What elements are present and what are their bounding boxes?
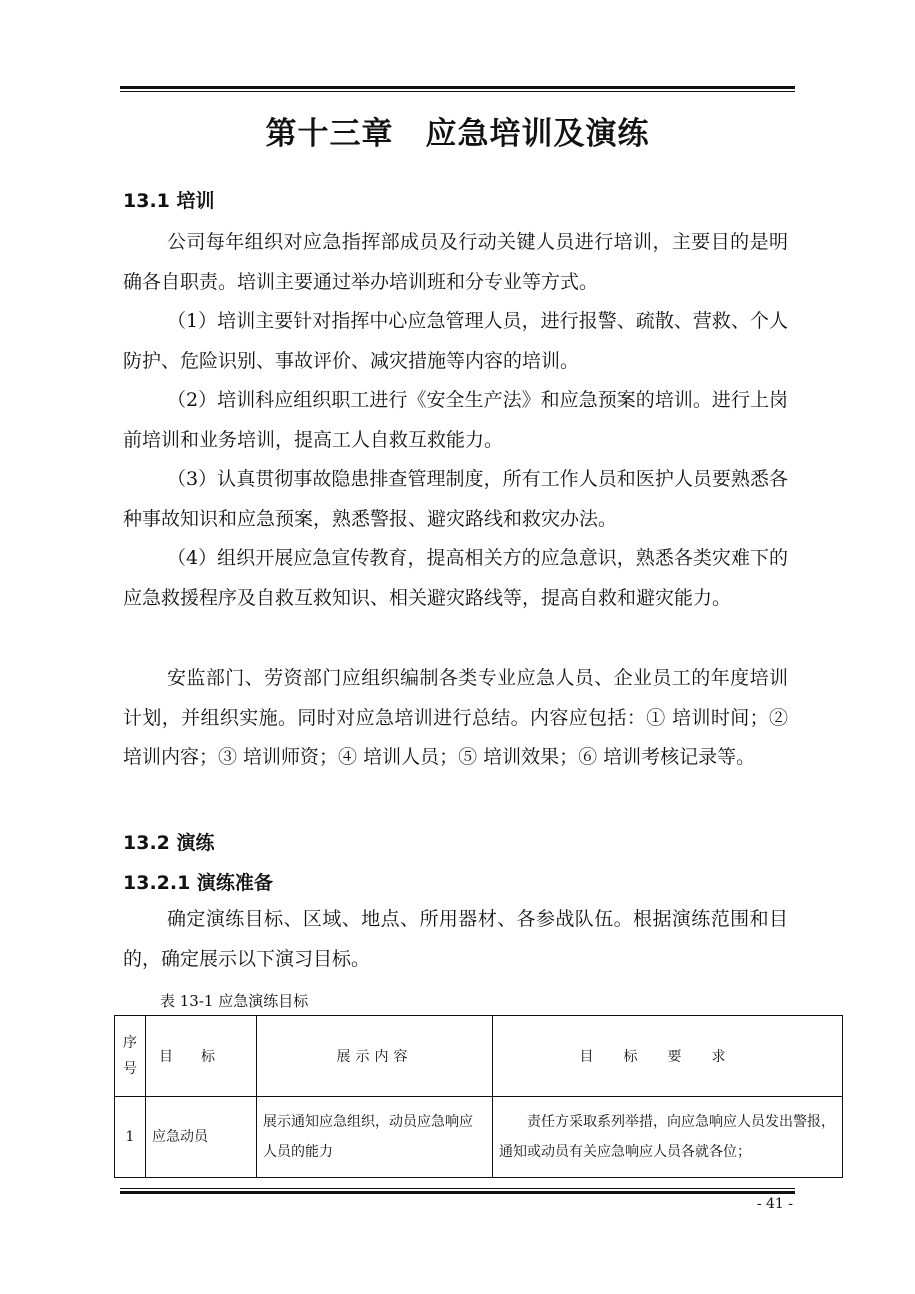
table-header-row bbox=[115, 1016, 843, 1097]
header-seq-line2: 号 bbox=[123, 1061, 137, 1077]
header-seq-line1: 序 bbox=[123, 1035, 137, 1051]
paragraph-drill-prep: 确定演练目标、区域、地点、所用器材、各参战队伍。根据演练范围和目的，确定展示以下演习目标。 bbox=[123, 908, 788, 970]
list-item-2: （2）培训科应组织职工进行《安全生产法》和应急预案的培训。进行上岗前培训和业务培训，提高工人自救互救能力。 bbox=[123, 389, 788, 451]
cell-goal: 应急动员 bbox=[146, 1097, 257, 1178]
cell-requirement: 责任方采取系列举措，向应急响应人员发出警报，通知或动员有关应急响应人员各就各位； bbox=[493, 1097, 843, 1178]
list-item-4: （4）组织开展应急宣传教育，提高相关方的应急意识，熟悉各类灾难下的应急救援程序及自救互救知识、相关避灾路线等，提高自救和避灾能力。 bbox=[123, 547, 788, 609]
paragraph-intro: 公司每年组织对应急指挥部成员及行动关键人员进行培训，主要目的是明确各自职责。培训主要通过举办培训班和分专业等方式。 bbox=[123, 231, 788, 293]
chapter-title: 第十三章 应急培训及演练 bbox=[265, 116, 650, 152]
header-content: 展示内容 bbox=[257, 1016, 493, 1097]
cell-content: 展示通知应急组织，动员应急响应人员的能力 bbox=[257, 1097, 493, 1178]
subsection-heading-13-2-1: 13.2.1 演练准备 bbox=[123, 872, 273, 894]
cell-num: 1 bbox=[115, 1097, 146, 1178]
section-heading-13-1: 13.1 培训 bbox=[123, 190, 215, 212]
table-row bbox=[115, 1097, 843, 1178]
page-number: - 41 - bbox=[756, 1196, 793, 1212]
list-item-1: （1）培训主要针对指挥中心应急管理人员，进行报警、疏散、营救、个人防护、危险识别、事故评价、减灾措施等内容的培训。 bbox=[123, 310, 788, 372]
header-seq bbox=[115, 1016, 146, 1097]
drill-goals-table bbox=[114, 1015, 843, 1178]
table-caption: 表 13-1 应急演练目标 bbox=[160, 992, 309, 1010]
section-heading-13-2: 13.2 演练 bbox=[123, 832, 215, 854]
footer-rule-thick bbox=[120, 1191, 795, 1194]
header-rule-thick bbox=[120, 86, 795, 89]
list-item-3: （3）认真贯彻事故隐患排查管理制度，所有工作人员和医护人员要熟悉各种事故知识和应急预案，熟悉警报、避灾路线和救灾办法。 bbox=[123, 468, 788, 530]
header-rule-thin bbox=[120, 91, 795, 92]
paragraph-training-plan: 安监部门、劳资部门应组织编制各类专业应急人员、企业员工的年度培训计划，并组织实施。同时对应急培训进行总结。内容应包括：① 培训时间；② 培训内容；③ 培训师资；④ 培训人员；⑤ 培训效果；⑥ 培训考核记录等。 bbox=[123, 667, 788, 768]
header-goal: 目标 bbox=[146, 1016, 257, 1097]
footer-rule-thin bbox=[120, 1188, 795, 1189]
header-requirement: 目标要求 bbox=[493, 1016, 843, 1097]
